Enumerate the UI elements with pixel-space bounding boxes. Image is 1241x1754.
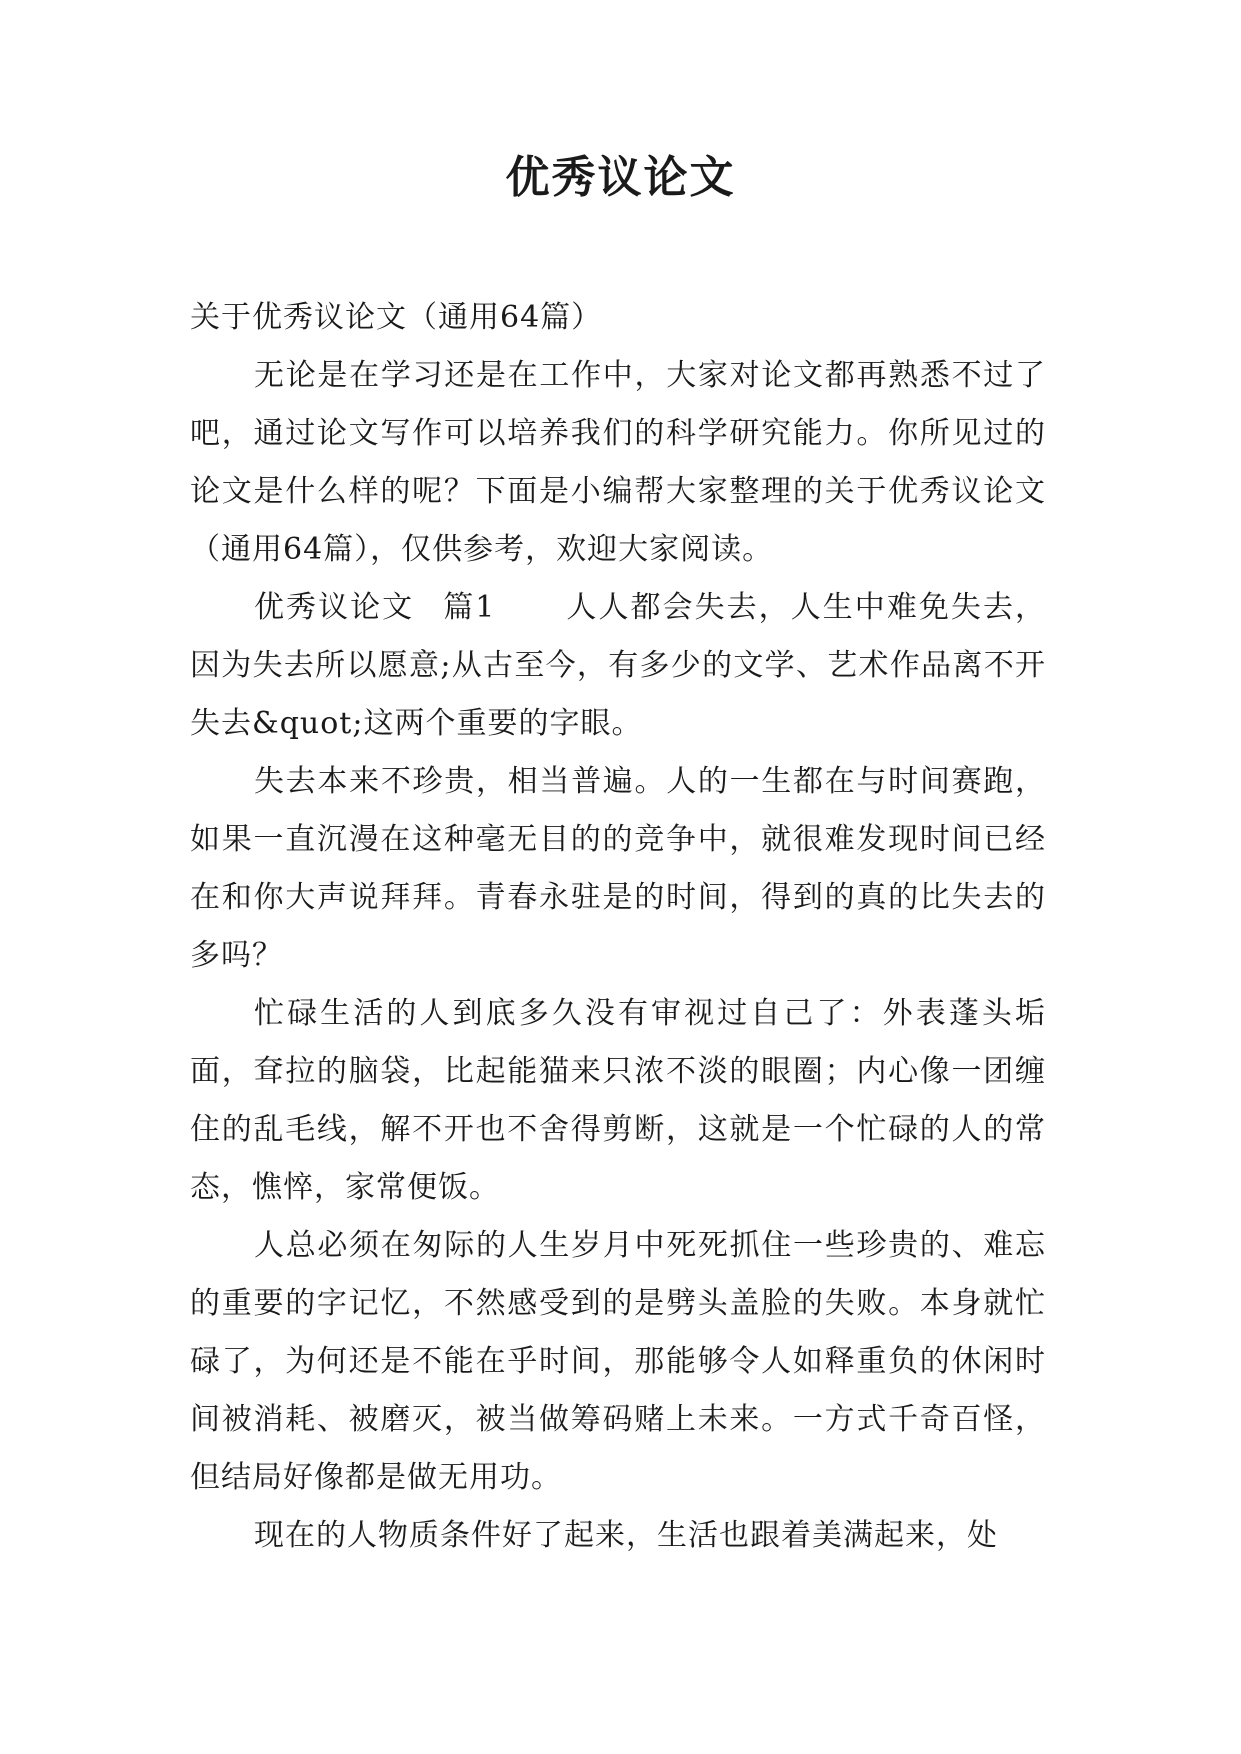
intro-paragraph: 无论是在学习还是在工作中，大家对论文都再熟悉不过了吧，通过论文写作可以培养我们的科学研究能力。你所见过的论文是什么样的呢？下面是小编帮大家整理的关于优秀议论文（通用64篇），仅供参考，欢迎大家阅读。 bbox=[190, 358, 1046, 567]
section-1-text: 人人都会失去，人生中难免失去，因为失去所以愿意;从古至今，有多少的文学、艺术作品离不开失去&quot;这两个重要的字眼。 bbox=[190, 590, 1047, 741]
body-paragraph: 人总必须在匆际的人生岁月中死死抓住一些珍贵的、难忘的重要的字记忆，不然感受到的是劈头盖脸的失败。本身就忙碌了，为何还是不能在乎时间，那能够令人如释重负的休闲时间被消耗、被磨灭，被当做筹码赌上未来。一方式千奇百怪，但结局好像都是做无用功。 bbox=[190, 1228, 1046, 1495]
body-paragraph: 现在的人物质条件好了起来，生活也跟着美满起来，处 bbox=[254, 1518, 998, 1553]
document-title: 优秀议论文 bbox=[505, 152, 736, 203]
document-body bbox=[190, 289, 1046, 1565]
body-paragraph: 忙碌生活的人到底多久没有审视过自己了：外表蓬头垢面，耷拉的脑袋，比起能猫来只浓不淡的眼圈；内心像一团缠住的乱毛线，解不开也不舍得剪断，这就是一个忙碌的人的常态，憔悴，家常便饭。 bbox=[190, 996, 1046, 1205]
document-subtitle: 关于优秀议论文（通用64篇） bbox=[190, 300, 603, 335]
section-heading-title: 优秀议论文 bbox=[254, 590, 415, 625]
section-1-paragraph bbox=[190, 579, 1046, 753]
body-paragraph: 失去本来不珍贵，相当普遍。人的一生都在与时间赛跑，如果一直沉漫在这种毫无目的的竞争中，就很难发现时间已经在和你大声说拜拜。青春永驻是的时间，得到的真的比失去的多吗？ bbox=[190, 764, 1046, 973]
section-heading-number: 篇1 bbox=[442, 590, 496, 625]
